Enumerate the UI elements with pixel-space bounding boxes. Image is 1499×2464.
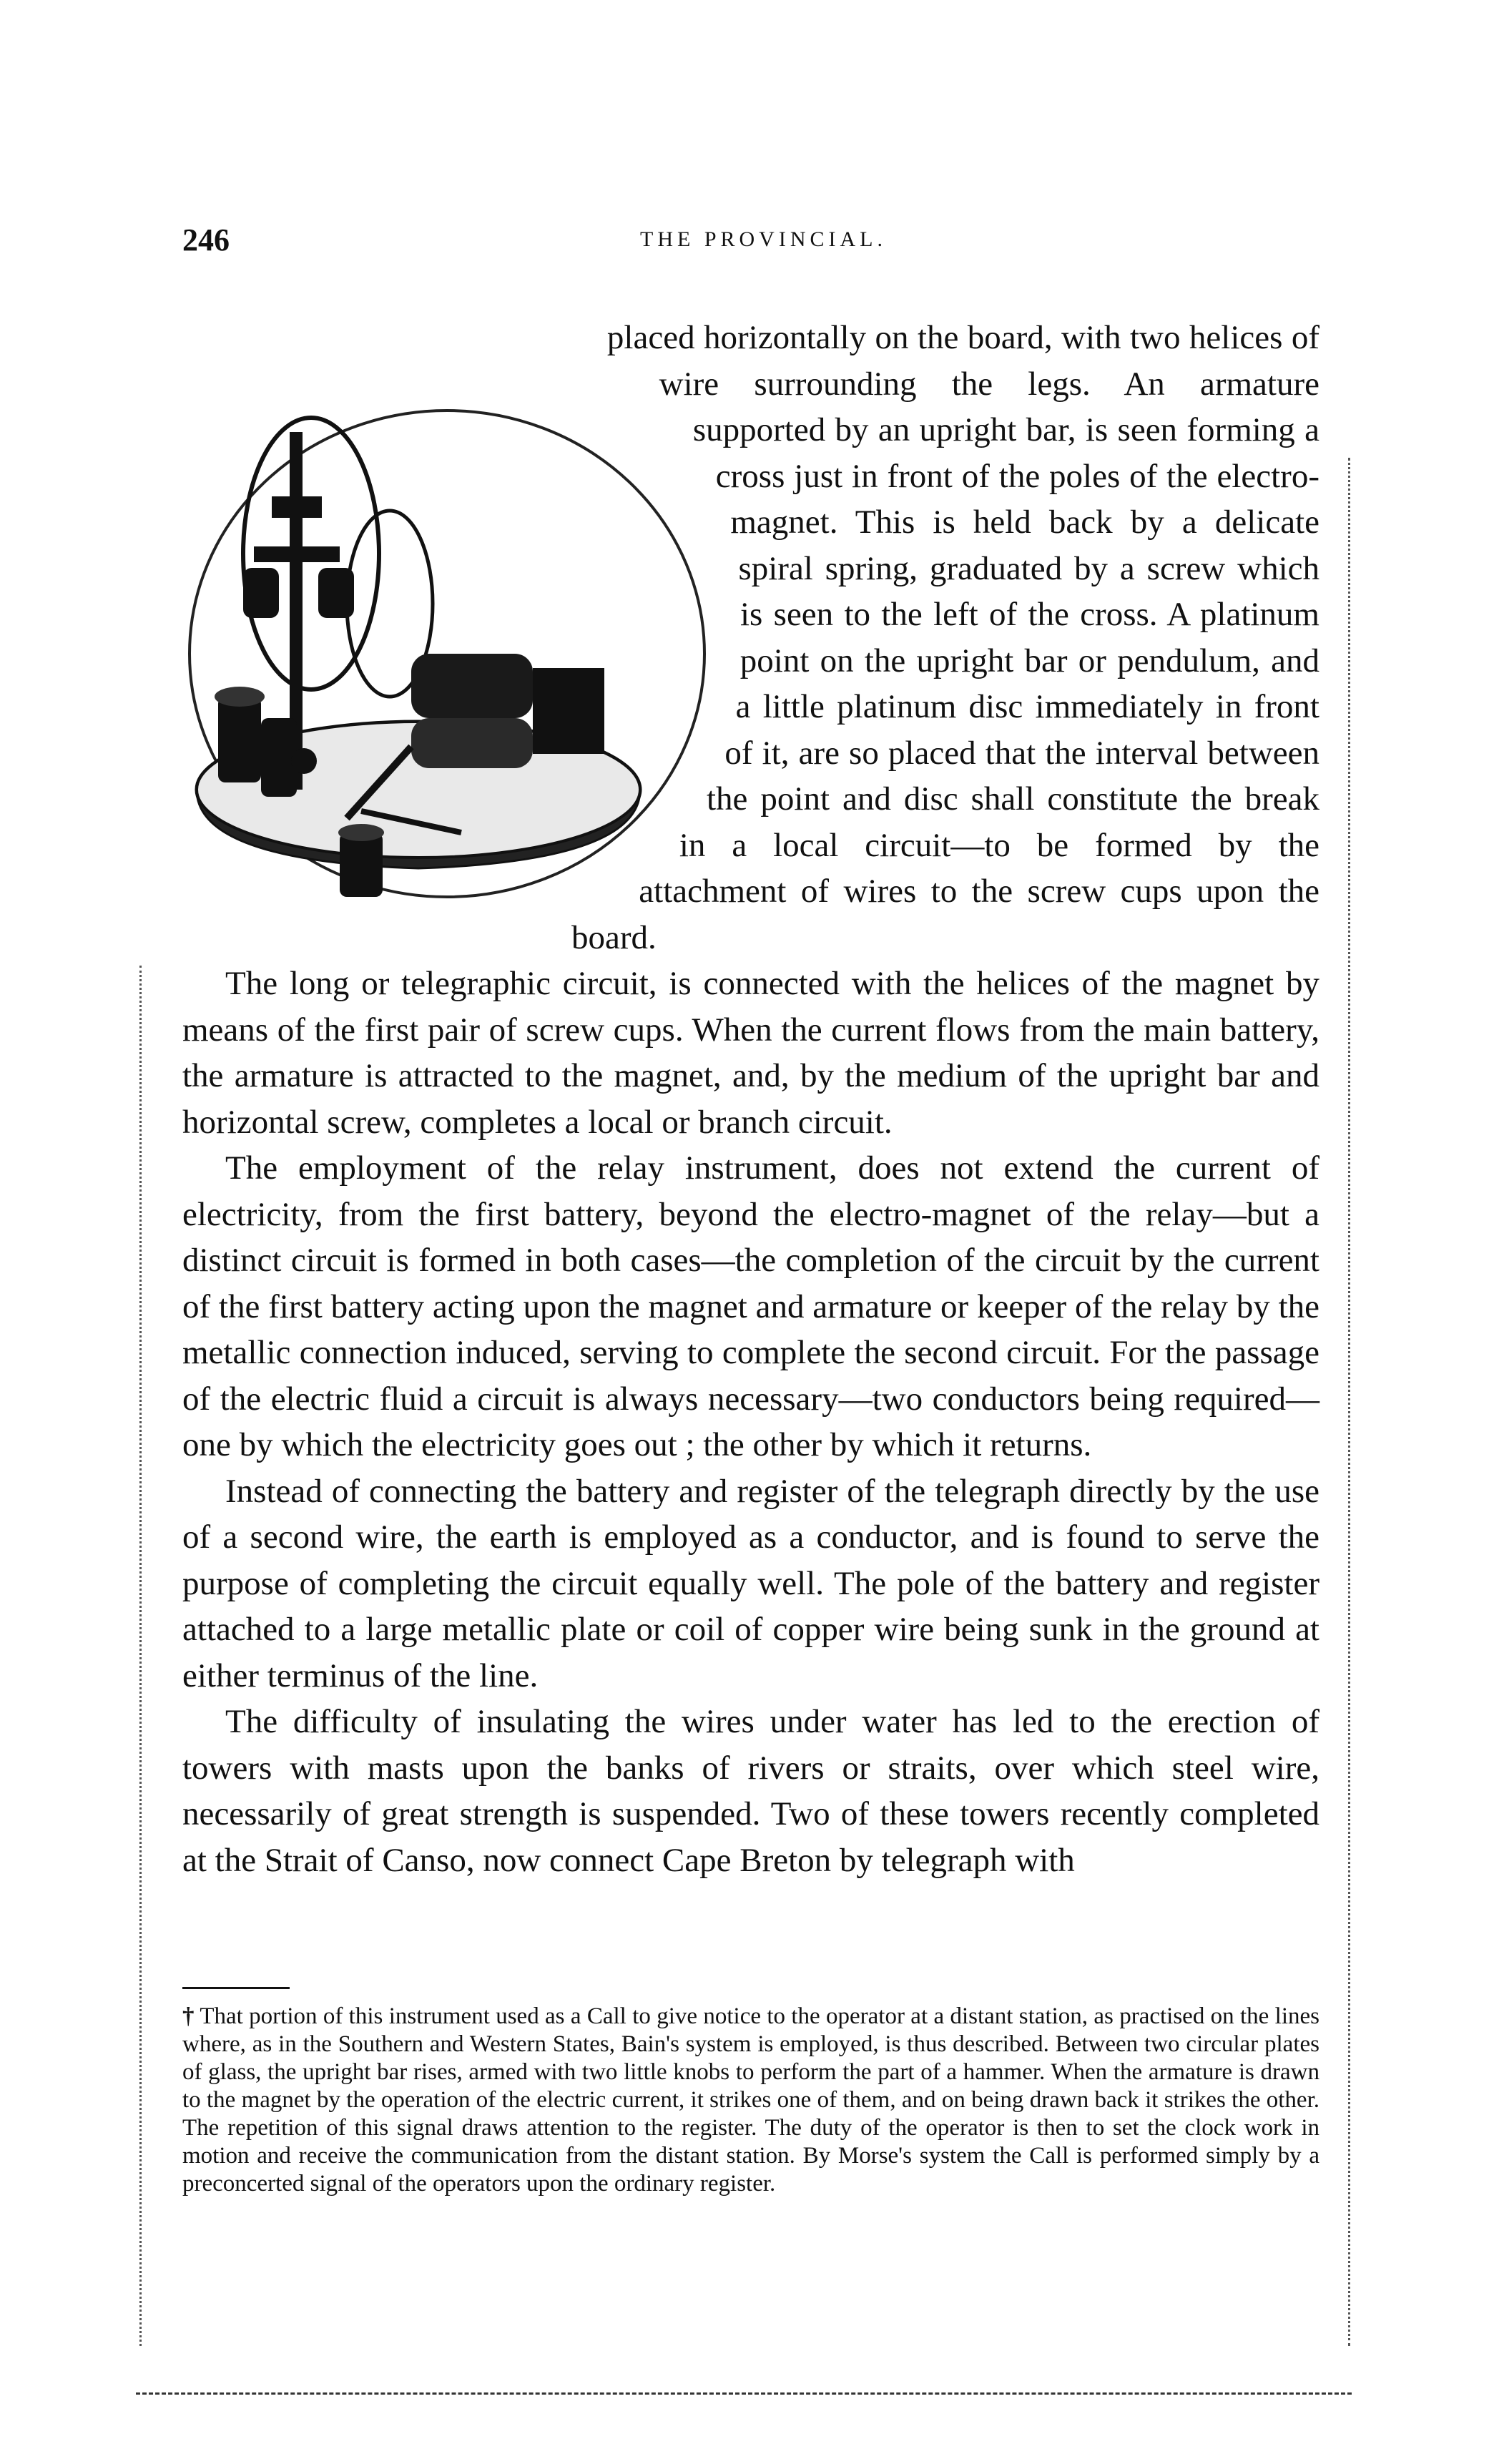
body-text (182, 315, 1319, 1883)
footnote-rule (182, 1987, 290, 1989)
footnote-mark: † (182, 2003, 195, 2029)
page-number: 246 (182, 222, 230, 257)
footnote (182, 2003, 1319, 2198)
paragraph: Instead of connecting the battery and register of the telegraph directly by the use of a second wire, the earth is employed as a conductor, and is found to serve the purpose of completing the circuit equally well. The pole of the battery and register attached to a large metallic plate or coil of copper wire being sunk in the ground at either terminus of the line. (182, 1472, 1319, 1694)
paragraph: placed horizontally on the board, with two helices of wire surrounding the legs. An armature supported by an upright bar, is seen forming a cross just in front of the poles of the electro-magnet. This is held back by a delicate spiral spring, graduated by a screw which is seen to the left of the cross. A platinum point on the upright bar or pendulum, and a little platinum disc immediately in front of it, are so placed that the interval between the point and disc shall constitute the break in a local circuit—to be formed by the attachment of wires to the screw cups upon the board. (571, 319, 1319, 956)
left-margin-speckle (139, 966, 144, 2346)
paragraph: The long or telegraphic circuit, is connected with the helices of the magnet by means of the first pair of screw cups. When the current flows from the main battery, the armature is attracted to the magnet, and, by the medium of the upright bar and horizontal screw, completes a local or branch circuit. (182, 965, 1319, 1141)
bottom-border (136, 2392, 1352, 2397)
right-margin-speckle (1348, 458, 1353, 2346)
running-head: THE PROVINCIAL. (640, 227, 887, 251)
paragraph: The difficulty of insulating the wires under water has led to the erection of towers with masts upon the banks of rivers or straits, over which steel wire, necessarily of great strength is suspended. Two of these towers recently completed at the Strait of Canso, now connect Cape Breton by telegraph with (182, 1703, 1319, 1879)
telegraph-relay-instrument-illustration (175, 318, 719, 940)
footnote-text: That portion of this instrument used as a Call to give notice to the operator at a distant station, as practised on the lines where, as in the Southern and Western States, Bain's system is employed, is thus described. Between two circular plates of glass, the upright bar rises, armed with two little knobs to perform the part of a hammer. When the armature is drawn to the magnet by the operation of the electric current, it strikes one of them, and on being drawn back it strikes the other. The repetition of this signal draws attention to the register. The duty of the operator is then to set the clock work in motion and receive the communication from the distant station. By Morse's system the Call is performed simply by a preconcerted signal of the operators upon the ordinary register. (182, 2003, 1320, 2197)
paragraph: The employment of the relay instrument, does not extend the current of electricity, from the first battery, beyond the electro-magnet of the relay—but a distinct circuit is formed in both cases—the completion of the circuit by the current of the first battery acting upon the magnet and armature or keeper of the relay by the metallic connection induced, serving to complete the second circuit. For the passage of the electric fluid a circuit is always necessary—two conductors being required—one by which the electricity goes out ; the other by which it returns. (182, 1149, 1319, 1463)
relay-instrument-figure (175, 318, 719, 940)
page-header (182, 222, 1327, 265)
